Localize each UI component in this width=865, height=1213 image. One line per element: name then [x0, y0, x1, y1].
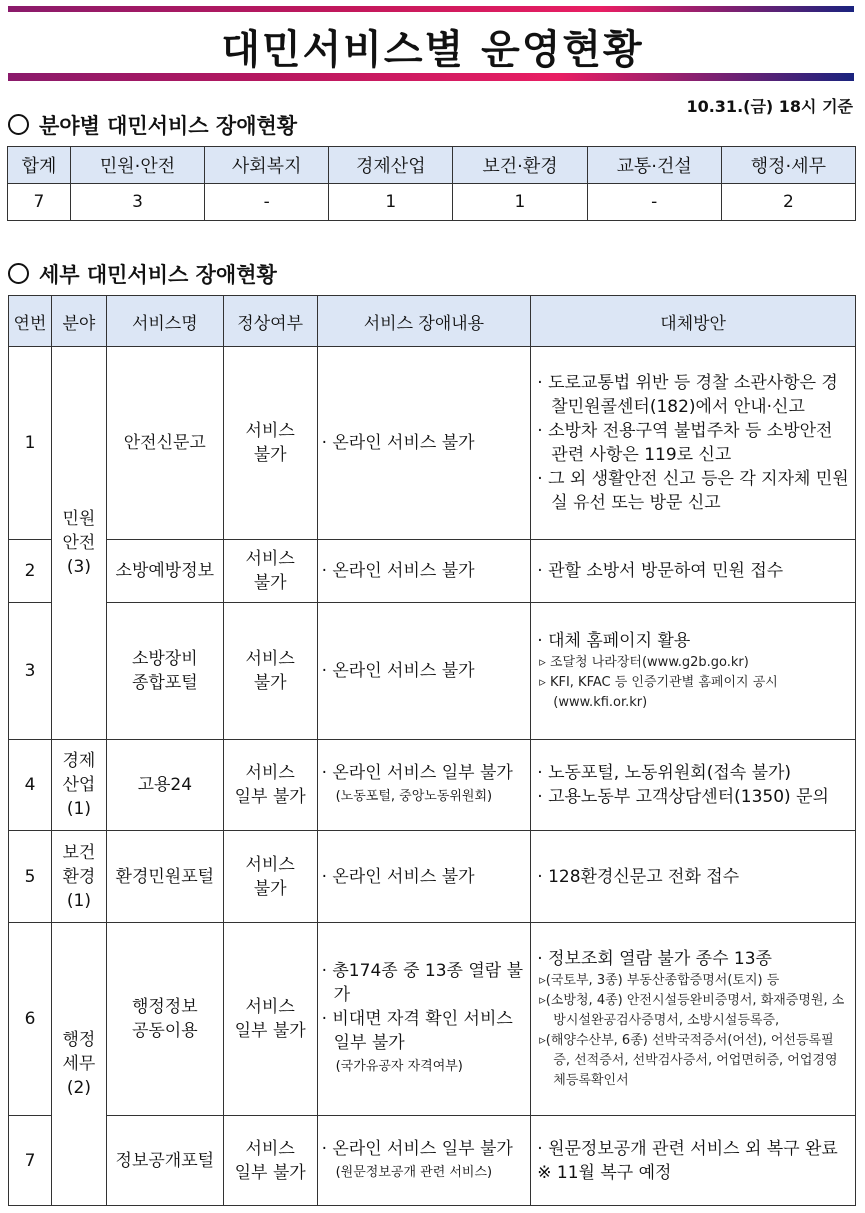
summary-value-row: [8, 184, 856, 221]
disruption-text: · 온라인 서비스 불가: [321, 661, 475, 681]
detail-table: [8, 295, 856, 1206]
service-status: 서비스 불가: [223, 540, 317, 603]
detail-row: [9, 1116, 856, 1206]
alternative-cell: [531, 540, 856, 603]
disruption-note: (원문정보공개 관련 서비스): [335, 1164, 493, 1180]
service-name: 소방예방정보: [106, 540, 223, 603]
disruption-cell: [317, 923, 531, 1116]
title-bottom-bar: [8, 73, 854, 81]
section-detail-heading: [8, 259, 277, 289]
service-status: 서비스 불가: [223, 603, 317, 740]
alternative-subitem: ▹(해양수산부, 6종) 선박국적증서(어선), 어선등록필증, 선적증서, 선박검사증서, 어업면허증, 어업경영체등록확인서: [539, 1033, 838, 1088]
summary-header: 사회복지: [205, 147, 329, 184]
alternative-subitem: ▹ 조달청 나라장터(www.g2b.go.kr): [539, 655, 749, 670]
alternative-text: · 관할 소방서 방문하여 민원 접수: [537, 561, 784, 581]
disruption-text: · 온라인 서비스 불가: [321, 866, 475, 887]
circle-bullet-icon: [8, 114, 29, 135]
alternative-text: · 고용노동부 고객상담센터(1350) 문의: [537, 787, 829, 807]
disruption-cell: [317, 347, 531, 540]
alternative-cell: [531, 831, 856, 923]
disruption-cell: [317, 540, 531, 603]
summary-value: 1: [329, 184, 453, 221]
summary-value: -: [587, 184, 721, 221]
circle-bullet-icon: [8, 263, 29, 284]
row-number: 7: [9, 1116, 52, 1206]
service-status: 서비스 일부 불가: [223, 1116, 317, 1206]
detail-row: [9, 347, 856, 540]
disruption-cell: [317, 603, 531, 740]
detail-header-row: [9, 296, 856, 347]
row-number: 2: [9, 540, 52, 603]
alternative-text: · 정보조회 열람 불가 종수 13종: [537, 949, 772, 969]
disruption-text: · 온라인 서비스 일부 불가: [321, 763, 513, 783]
alternative-text: ※ 11월 복구 예정: [537, 1162, 672, 1183]
disruption-text: · 온라인 서비스 불가: [321, 561, 475, 581]
alternative-subitem: ▹ KFI, KFAC 등 인증기관별 홈페이지 공시 (www.kfi.or.kr): [539, 675, 778, 710]
disruption-note: (노동포털, 중앙노동위원회): [335, 789, 493, 804]
disruption-text: · 총174종 중 13종 열람 불가: [321, 961, 524, 1005]
detail-header: 정상여부: [223, 296, 317, 347]
detail-header: 분야: [51, 296, 106, 347]
summary-header: 민원·안전: [70, 147, 204, 184]
service-status: 서비스 일부 불가: [223, 740, 317, 831]
service-status: 서비스 일부 불가: [223, 923, 317, 1116]
alternative-subitem: ▹(국토부, 3종) 부동산종합증명서(토지) 등: [539, 973, 780, 988]
disruption-note: (국가유공자 자격여부): [335, 1059, 463, 1074]
summary-value: 2: [721, 184, 855, 221]
section-summary-title: 분야별 대민서비스 장애현황: [39, 114, 298, 138]
summary-table: [7, 146, 856, 221]
summary-value: 1: [453, 184, 587, 221]
alternative-cell: [531, 347, 856, 540]
summary-value: 3: [70, 184, 204, 221]
summary-header: 행정·세무: [721, 147, 855, 184]
section-detail-title: 세부 대민서비스 장애현황: [39, 263, 277, 287]
summary-header: 교통·건설: [587, 147, 721, 184]
service-name: 환경민원포털: [106, 831, 223, 923]
alternative-subitem: ▹(소방청, 4종) 안전시설등완비증명서, 화재증명원, 소방시설완공검사증명서, 소방시설등록증,: [539, 993, 845, 1028]
summary-header: 보건·환경: [453, 147, 587, 184]
summary-value: 7: [8, 184, 71, 221]
service-name: 안전신문고: [106, 347, 223, 540]
title-top-bar: [8, 6, 854, 12]
alternative-text: · 소방차 전용구역 불법주차 등 소방안전 관련 사항은 119로 신고: [537, 421, 833, 465]
service-status: 서비스 불가: [223, 831, 317, 923]
service-name: 정보공개포털: [106, 1116, 223, 1206]
disruption-text: · 온라인 서비스 일부 불가: [321, 1138, 513, 1159]
detail-header: 서비스명: [106, 296, 223, 347]
row-number: 4: [9, 740, 52, 831]
detail-header: 서비스 장애내용: [317, 296, 531, 347]
field-group: 보건 환경 (1): [51, 831, 106, 923]
detail-row: [9, 540, 856, 603]
field-group: 행정 세무 (2): [51, 923, 106, 1206]
summary-header: 경제산업: [329, 147, 453, 184]
disruption-cell: [317, 1116, 531, 1206]
disruption-text: · 온라인 서비스 불가: [321, 433, 475, 453]
summary-header-row: [8, 147, 856, 184]
alternative-text: · 원문정보공개 관련 서비스 외 복구 완료: [537, 1138, 838, 1159]
service-name: 소방장비 종합포털: [106, 603, 223, 740]
field-group: 경제 산업 (1): [51, 740, 106, 831]
detail-row: [9, 831, 856, 923]
disruption-text: · 비대면 자격 확인 서비스 일부 불가: [321, 1009, 513, 1053]
alternative-text: · 도로교통법 위반 등 경찰 소관사항은 경찰민원콜센터(182)에서 안내·신고: [537, 373, 838, 417]
service-name: 행정정보 공동이용: [106, 923, 223, 1116]
row-number: 1: [9, 347, 52, 540]
detail-row: [9, 923, 856, 1116]
row-number: 5: [9, 831, 52, 923]
alternative-text: · 그 외 생활안전 신고 등은 각 지자체 민원실 유선 또는 방문 신고: [537, 469, 849, 513]
date-label: 10.31.(금) 18시 기준: [686, 97, 853, 116]
disruption-cell: [317, 831, 531, 923]
alternative-text: · 대체 홈페이지 활용: [537, 631, 691, 651]
summary-header: 합계: [8, 147, 71, 184]
summary-value: -: [205, 184, 329, 221]
section-summary-heading: [8, 110, 297, 140]
detail-row: [9, 603, 856, 740]
detail-header: 연번: [9, 296, 52, 347]
detail-header: 대체방안: [531, 296, 856, 347]
service-name: 고용24: [106, 740, 223, 831]
field-group: 민원 안전 (3): [51, 347, 106, 740]
alternative-cell: [531, 1116, 856, 1206]
detail-row: [9, 740, 856, 831]
disruption-cell: [317, 740, 531, 831]
page-title: 대민서비스별 운영현황: [221, 27, 644, 73]
alternative-text: · 128환경신문고 전화 접수: [537, 866, 740, 887]
alternative-cell: [531, 740, 856, 831]
alternative-text: · 노동포털, 노동위원회(접속 불가): [537, 763, 792, 783]
row-number: 3: [9, 603, 52, 740]
service-status: 서비스 불가: [223, 347, 317, 540]
row-number: 6: [9, 923, 52, 1116]
alternative-cell: [531, 603, 856, 740]
alternative-cell: [531, 923, 856, 1116]
